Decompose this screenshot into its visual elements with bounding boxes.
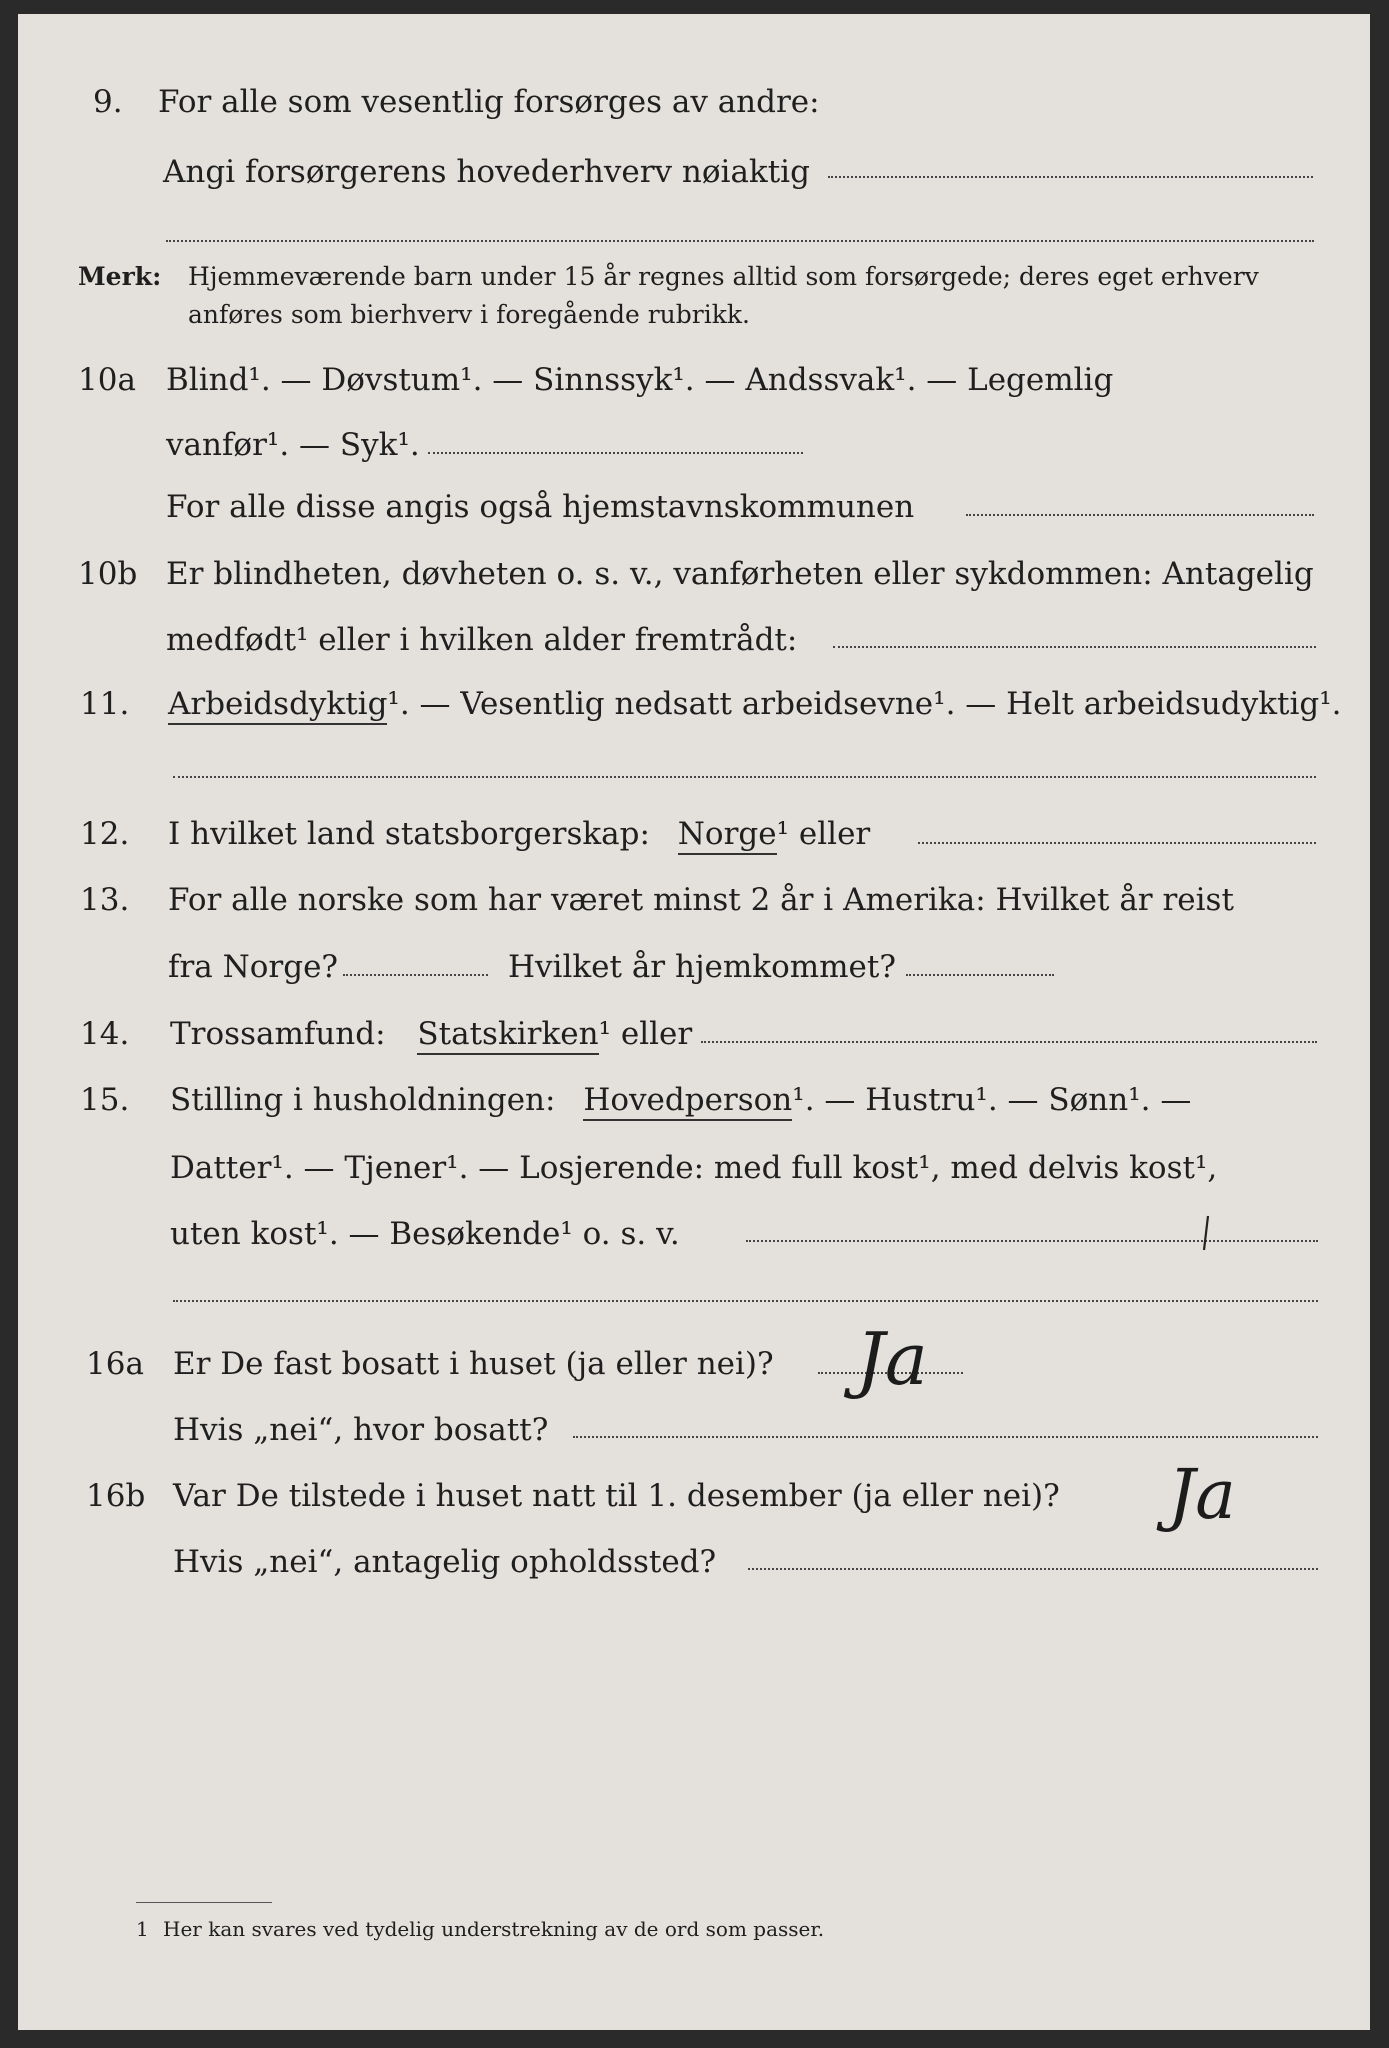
question-number: 15. [80, 1082, 130, 1118]
answer-line[interactable] [746, 1240, 1318, 1242]
question-number: 16b [86, 1478, 146, 1514]
note-text: Hjemmeværende barn under 15 år regnes alltid som forsørgede; deres eget erhverv [188, 262, 1259, 291]
footnote-text: Her kan svares ved tydelig understrekning av de ord som passer. [163, 1917, 825, 1941]
answer-line[interactable] [701, 1041, 1317, 1043]
question-text: Hvilket år hjemkommet? [508, 949, 896, 985]
question-text: uten kost¹. — Besøkende¹ o. s. v. [170, 1216, 680, 1252]
question-text: ¹. — Vesentlig nedsatt arbeidsevne¹. — Helt arbeidsudyktig¹. [387, 686, 1342, 722]
footnote-divider [136, 1902, 272, 1903]
question-number: 12. [80, 816, 130, 852]
note-text: anføres som bierhverv i foregående rubrikk. [188, 300, 750, 329]
answer-line[interactable] [173, 776, 1316, 778]
handwritten-answer-text: Ja [1168, 1456, 1236, 1535]
question-text: Hvis „nei“, antagelig opholdssted? [173, 1544, 717, 1580]
answer-line[interactable] [748, 1568, 1318, 1570]
answer-line[interactable] [966, 514, 1314, 516]
underlined-option-norge: Norge [678, 816, 777, 855]
answer-line[interactable] [918, 842, 1316, 844]
question-text: Datter¹. — Tjener¹. — Losjerende: med full kost¹, med delvis kost¹, [170, 1150, 1218, 1186]
answer-line[interactable] [828, 176, 1313, 178]
question-text: Hvis „nei“, hvor bosatt? [173, 1412, 549, 1448]
question-text: fra Norge? [168, 949, 339, 985]
underlined-option-statskirken: Statskirken [417, 1016, 598, 1055]
question-text: Er De fast bosatt i huset (ja eller nei)? [173, 1346, 774, 1382]
question-number: 13. [80, 882, 130, 918]
question-text: vanfør¹. — Syk¹. [166, 427, 420, 463]
question-text: ¹ eller [598, 1016, 693, 1052]
answer-line[interactable] [173, 1300, 1318, 1302]
question-number: 9. [93, 84, 123, 120]
question-text: medfødt¹ eller i hvilken alder fremtrådt: [166, 622, 798, 658]
question-text: For alle disse angis også hjemstavnskommunen [166, 489, 915, 525]
question-text: ¹ eller [776, 816, 871, 852]
question-text: Angi forsørgerens hovederhverv nøiaktig [163, 154, 810, 190]
answer-line[interactable] [166, 240, 1314, 242]
answer-line[interactable] [343, 974, 488, 976]
handwritten-check-mark [1196, 1214, 1216, 1254]
answer-line[interactable] [428, 452, 803, 454]
answer-line[interactable] [906, 974, 1054, 976]
question-text: Var De tilstede i huset natt til 1. desember (ja eller nei)? [173, 1478, 1060, 1514]
census-form-page [18, 14, 1370, 2030]
underlined-option-arbeidsdyktig: Arbeidsdyktig [168, 686, 387, 725]
question-number: 16a [86, 1346, 144, 1382]
question-number: 14. [80, 1016, 130, 1052]
question-text: For alle norske som har været minst 2 år i Amerika: Hvilket år reist [168, 882, 1234, 918]
handwritten-answer-ja [826, 1314, 966, 1434]
question-text: I hvilket land statsborgerskap: [168, 816, 650, 852]
question-text: For alle som vesentlig forsørges av andre: [158, 84, 820, 120]
handwritten-answer-text: Ja [856, 1317, 928, 1401]
handwritten-answer-ja [1128, 1454, 1268, 1564]
answer-line[interactable] [573, 1436, 1318, 1438]
question-number: 10b [78, 556, 138, 592]
question-number: 10a [78, 362, 136, 398]
question-text: ¹. — Hustru¹. — Sønn¹. — [792, 1082, 1192, 1118]
question-text: Er blindheten, døvheten o. s. v., vanførheten eller sykdommen: Antagelig [166, 556, 1314, 592]
footnote-mark: 1 [136, 1917, 149, 1941]
underlined-option-hovedperson: Hovedperson [583, 1082, 792, 1121]
note-label: Merk: [78, 262, 162, 291]
answer-line[interactable] [833, 646, 1316, 648]
question-text: Stilling i husholdningen: [170, 1082, 556, 1118]
question-number: 11. [80, 686, 130, 722]
question-text: Trossamfund: [170, 1016, 386, 1052]
question-text: Blind¹. — Døvstum¹. — Sinnssyk¹. — Andssvak¹. — Legemlig [166, 362, 1114, 398]
